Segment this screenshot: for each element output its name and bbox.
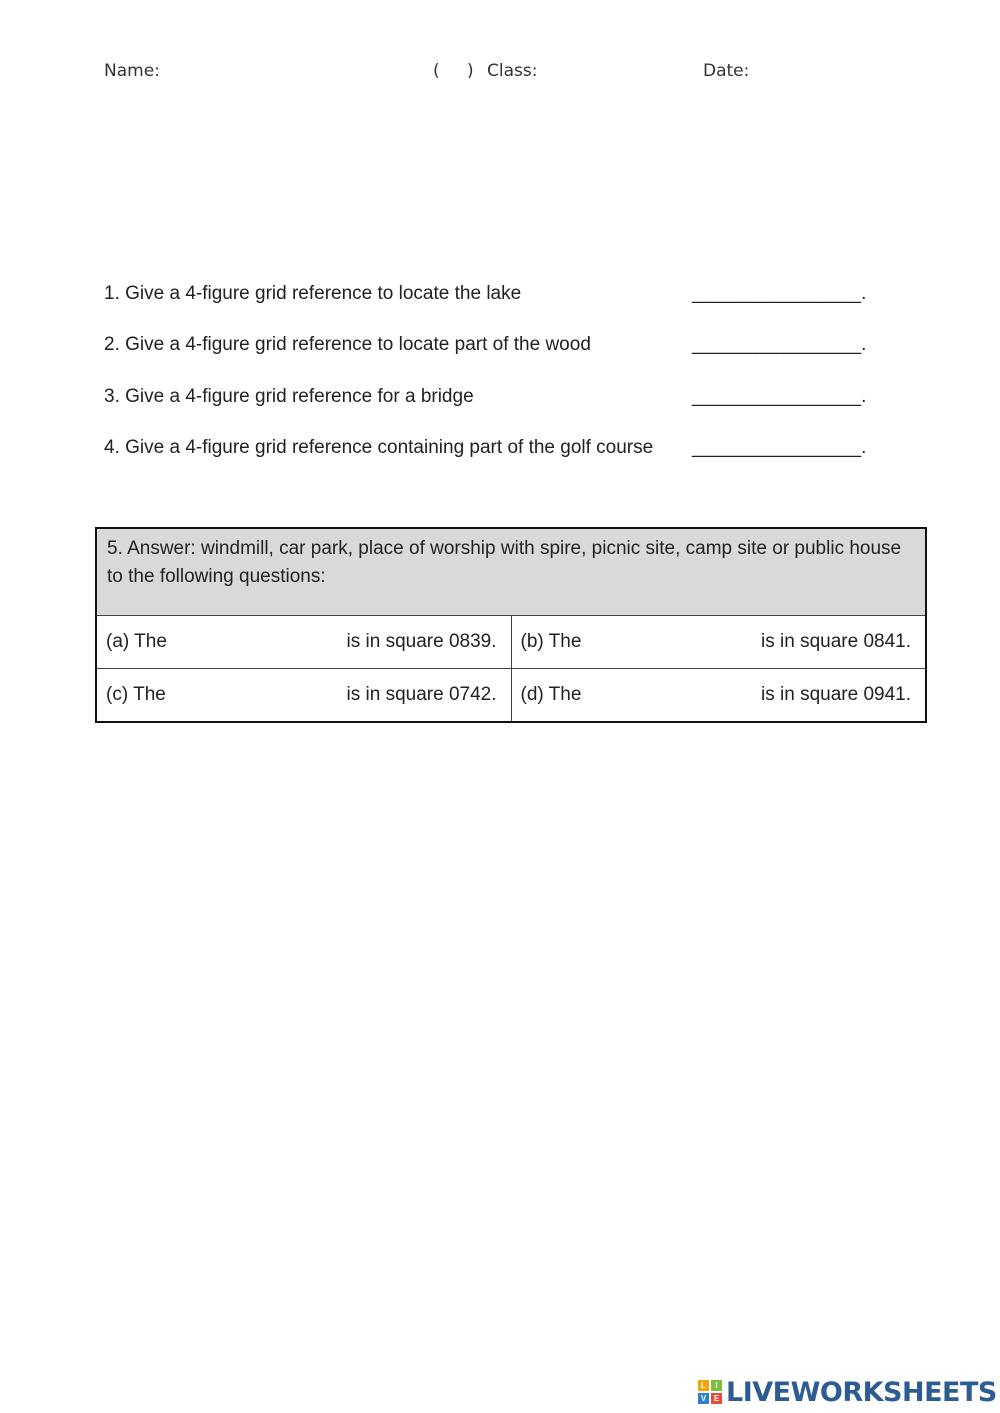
cell-b-left: (b) The [520,631,582,652]
question-4: 4. Give a 4-figure grid reference containing part of the golf course [104,437,654,458]
answer-blank-2[interactable]: ________________. [692,334,867,355]
cell-a-right: is in square 0839. [346,631,497,652]
cell-b[interactable] [511,616,926,669]
logo-blocks-icon [698,1380,722,1404]
answer-blank-4[interactable]: ________________. [692,437,867,458]
cell-c[interactable] [96,669,511,723]
liveworksheets-logo [698,1374,997,1410]
question-3: 3. Give a 4-figure grid reference for a bridge [104,386,474,407]
logo-block-e: E [711,1393,722,1404]
cell-d-left: (d) The [520,684,582,705]
cell-d[interactable] [511,669,926,723]
logo-block-v: V [698,1393,709,1404]
name-label: Name: [104,61,160,81]
answer-blank-1[interactable]: ________________. [692,283,867,304]
logo-text: LIVEWORKSHEETS [726,1376,997,1408]
paren-close: ) [467,61,474,81]
logo-block-l: L [698,1380,709,1391]
question-5-header: 5. Answer: windmill, car park, place of worship with spire, picnic site, camp site or public house to the following questions: [96,528,926,616]
cell-b-right: is in square 0841. [761,631,911,652]
cell-a-left: (a) The [106,631,167,652]
cell-c-right: is in square 0742. [346,684,497,705]
date-label: Date: [703,61,750,81]
logo-block-i: I [711,1380,722,1391]
class-label: Class: [487,61,538,81]
question-5-table [95,527,927,723]
cell-d-right: is in square 0941. [761,684,911,705]
cell-a[interactable] [96,616,511,669]
question-2: 2. Give a 4-figure grid reference to locate part of the wood [104,334,591,355]
paren-open: ( [433,61,440,81]
question-1: 1. Give a 4-figure grid reference to locate the lake [104,283,522,304]
answer-blank-3[interactable]: ________________. [692,386,867,407]
cell-c-left: (c) The [106,684,166,705]
